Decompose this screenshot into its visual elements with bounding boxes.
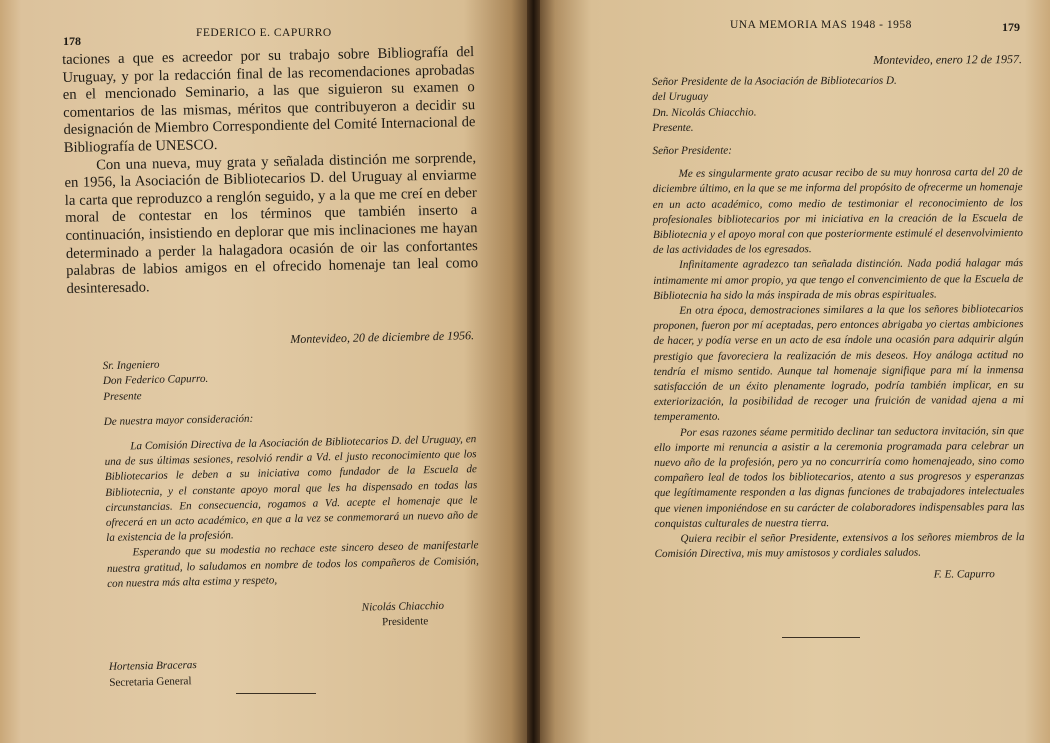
letter-paragraph: Quiera recibir el señor Presidente, extensivos a los señores miembros de la Comisión Directiva, mis muy amistosos y cordiales saludos.	[654, 531, 1025, 561]
letter-salutation: Señor Presidente:	[652, 144, 732, 158]
signer-title: Presidente	[381, 615, 429, 629]
left-page-number: 178	[63, 34, 81, 48]
letter-paragraph: Por esas razones séame permitido declinar tan seductora invitación, sin que ello importe mi renuncia a asistir a la ceremonia programada para celebrar un nuevo año de la profesión, pero ya no concurriría como homenajeado, sino como compañero leal de todos los bibliotecarios, atento a sus progresos y esperanzas que legítimamente responden a las dignas funciones de trabajadores intelectuales que vienen imponiéndose en su carácter de colaboradores indispensables para las conquistas culturales de nuestra tierra.	[654, 424, 1025, 530]
letter-signature: F. E. Capurro	[933, 567, 995, 581]
second-signer-title: Secretaria General	[109, 674, 192, 689]
left-running-head: FEDERICO E. CAPURRO	[196, 27, 332, 39]
addressee-line: del Uruguay	[652, 91, 709, 104]
addressee-line: Dn. Nicolás Chiacchio.	[652, 106, 757, 119]
addressee-line: Señor Presidente de la Asociación de Bibliotecarios D.	[652, 74, 897, 89]
right-page-number: 179	[1002, 20, 1020, 34]
letter-from-association	[102, 328, 481, 691]
addressee-line: Presente.	[652, 121, 694, 134]
body-paragraph: taciones a que es acreedor por su trabajo sobre Bibliografía del Uruguay, y por la redacción final de las recomendaciones aprobadas en el mencionado Seminario, a las que siguieron su examen o comentarios de las mismas, méritos que contribuyeron a decidir su designación de Miembro Correspondiente del Comité Internacional de Bibliografía de UNESCO.	[62, 44, 476, 156]
signer-name: Nicolás Chiacchio	[361, 599, 445, 614]
letter-paragraph: Infinitamente agradezco tan señalada distinción. Nada podiá halagar más intimamente mi amor propio, ya que tengo el convencimiento de que la Escuela de Bibliotecnia ha sido la más inspirada de mis obras espirituales.	[653, 257, 1024, 302]
body-paragraph: Con una nueva, muy grata y señalada distinción me sorprende, en 1956, la Asociación de Bibliotecarios D. del Uruguay al enviarme la carta que reproduzco a renglón seguido, y a la que me creí en deber moral de contestar en los términos que también inserto a continuación, insistiendo en deplorar que mis inclinaciones me hayan determinado a perder la halagadora ocasión de oir las confortantes palabras de labios amigos en el ofrecido homenaje tan leal como desinteresado.	[64, 149, 479, 297]
right-page	[540, 0, 1050, 743]
closing-rule	[236, 693, 316, 694]
letter-paragraph: La Comisión Directiva de la Asociación de Bibliotecarios D. del Uruguay, en una de sus últimas sesiones, resolvió rendir a Vd. el justo reconocimiento que los Bibliotecarios le deben a su iniciativa como fundador de la Escuela de Bibliotecnia, y el constante apoyo moral que les ha dispensado en todas las circunstancias. En consecuencia, rogamos a Vd. acepte el homenaje que le ofrecerá en un acto académico, en que a la vez se conmemorará un nuevo año de la existencia de la profesión.	[104, 433, 478, 545]
letter-paragraph: En otra época, demostraciones similares a la que los señores bibliotecarios proponen, fueron por mí aceptadas, pero entonces abrigaba yo ciertas ambiciones de hacer, y podía verse en un acto de esa índole una ocasión para adquirir algún prestigio que favoreciera la realización de mis deseos. Hoy análoga actitud no tendría el mismo sentido. Aunque tal homenaje signifique para mí la inmensa satisfacción de un éxito plenamente logrado, podría también implicar, en su exteriorización, la posibilidad de recoger una fruición de vanidad ajena a mi temperamento.	[653, 303, 1024, 424]
letter-date: Montevideo, enero 12 de 1957.	[873, 52, 1023, 67]
addressee-line: Presente	[103, 389, 142, 403]
book-gutter	[527, 0, 540, 743]
addressee-line: Don Federico Capurro.	[102, 373, 209, 388]
left-body-text	[62, 44, 479, 298]
letter-paragraph: Esperando que su modestia no rechace este sincero deseo de manifestarle nuestra gratitud, lo saludamos en nombre de todos los compañeros de Comisión, con nuestra más alta estima y respeto,	[106, 539, 479, 590]
second-signer-name: Hortensia Braceras	[108, 659, 197, 674]
letter-salutation: De nuestra mayor consideración:	[103, 412, 254, 428]
right-running-head: UNA MEMORIA MAS 1948 - 1958	[730, 19, 912, 31]
letter-reply-capurro	[652, 52, 1025, 584]
addressee-line: Sr. Ingeniero	[102, 359, 160, 373]
letter-date: Montevideo, 20 de diciembre de 1956.	[290, 328, 475, 347]
letter-paragraph: Me es singularmente grato acusar recibo de su muy honrosa carta del 20 de diciembre último, en la que se me informa del propósito de ofrecerme un homenaje en un acto académico, como medio de testimoniar el reconocimiento de los profesionales bibliotecarios por mi iniciativa en la creación de la Escuela de Bibliotecnia y el apoyo moral con que posteriormente estimulé el desenvolvimiento de las actividades de los egresados.	[652, 166, 1023, 257]
closing-rule	[782, 637, 860, 638]
